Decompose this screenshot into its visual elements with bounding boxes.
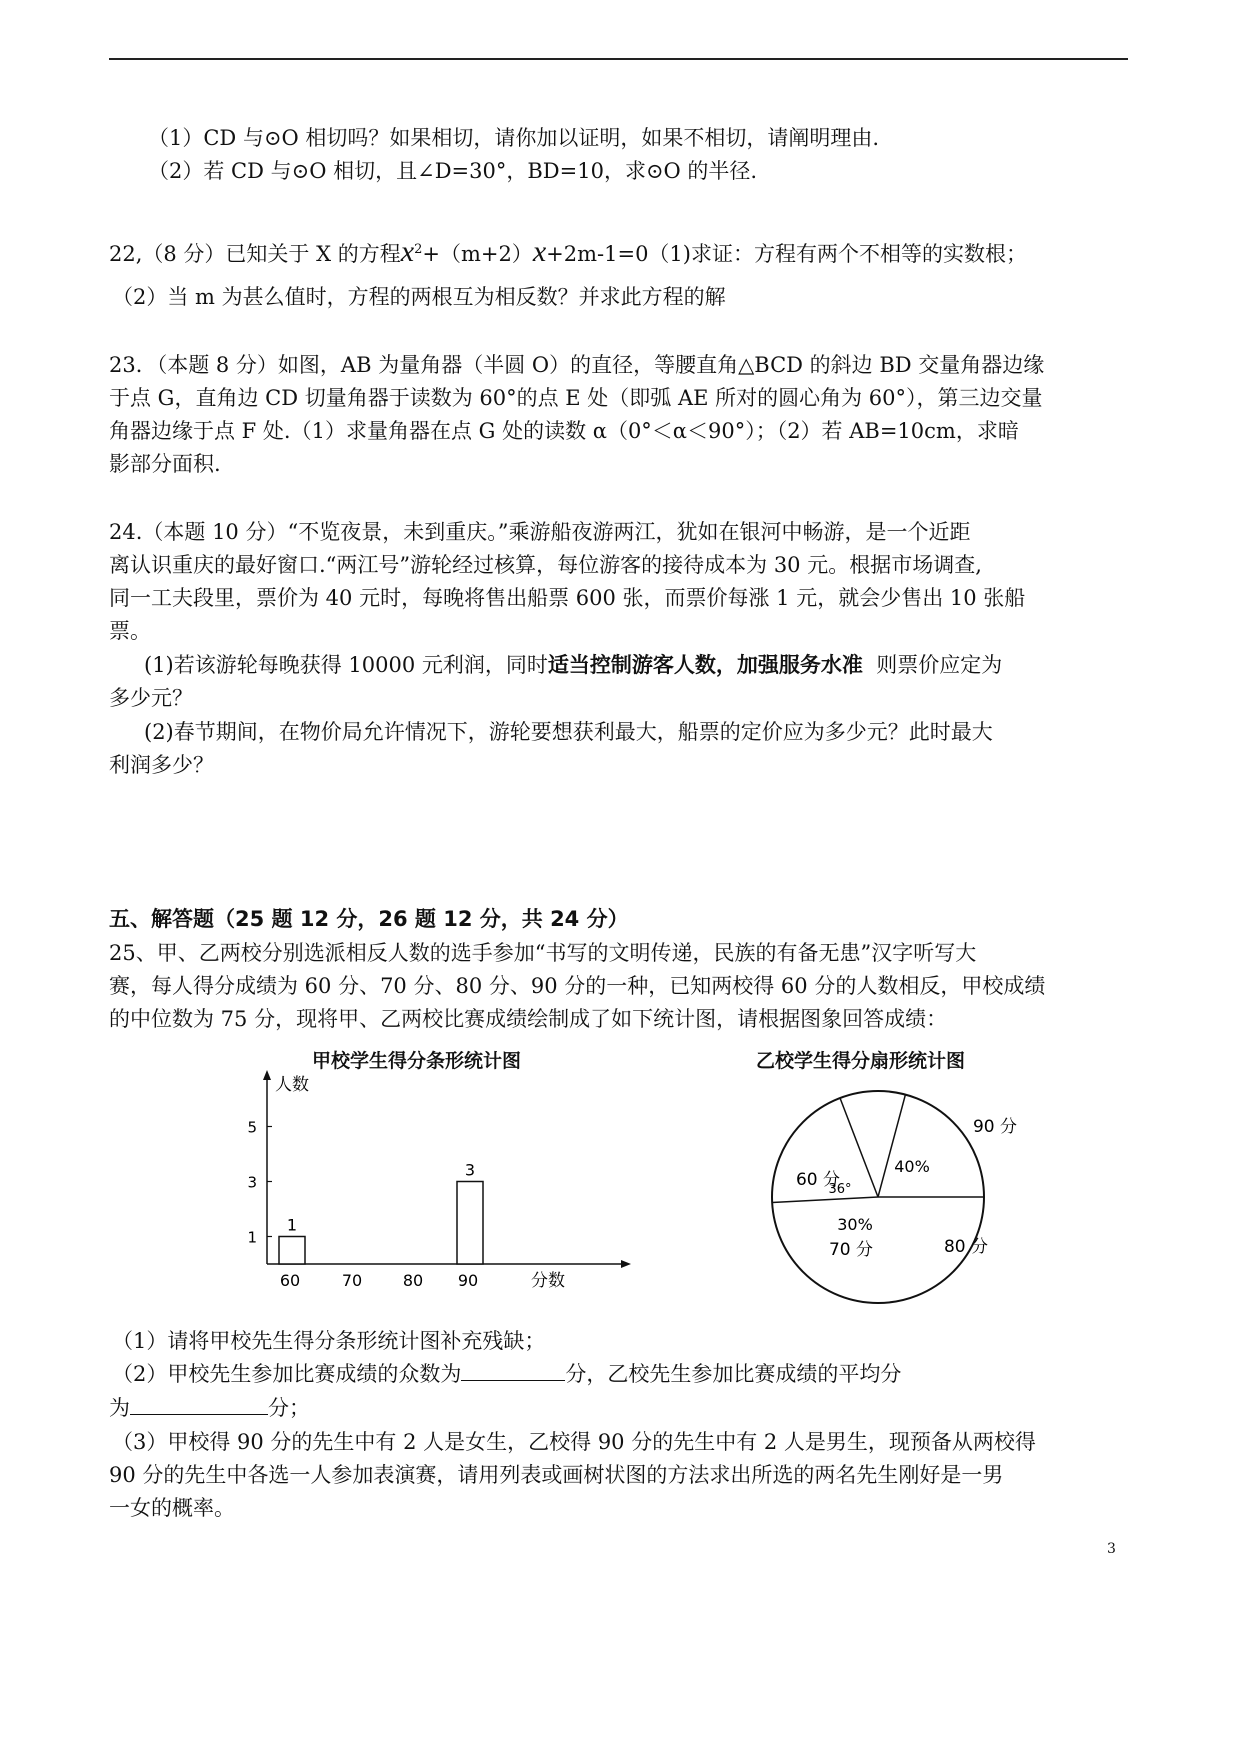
q24-line3: 同一工夫段里，票价为 40 元时，每晚将售出船票 600 张，而票价每涨 1 元，就会少售出 10 张船 [109,586,1026,610]
q22-x2: x [532,235,547,268]
pie-chart-title: 乙校学生得分扇形统计图 [756,1050,966,1072]
q25-sub2a: （2）甲校先生参加比赛成绩的众数为 [112,1362,462,1386]
bar-chart-title: 甲校学生得分条形统计图 [312,1050,522,1072]
slice-label: 60 分 [795,1170,841,1190]
q21-part2: （2）若 CD 与⊙O 相切，且∠D=30°，BD=10，求⊙O 的半径. [148,159,758,183]
x-tick-label: 80 [402,1271,424,1290]
bar-chart [245,1068,645,1308]
q22-exponent: 2 [414,242,423,257]
slice-percent-label: 30% [837,1215,873,1234]
bar-data-label: 1 [286,1215,298,1235]
y-axis-label: 人数 [275,1075,309,1095]
q25-sub1: （1）请将甲校先生得分条形统计图补充残缺； [112,1329,546,1353]
slice-angle-label: 36° [828,1182,852,1197]
q22-line1 [109,236,1027,268]
slice-label: 90 分 [972,1117,1018,1137]
page-number: 3 [1107,1541,1116,1557]
y-axis-arrow [263,1070,271,1080]
q24-line5 [144,651,1002,679]
q23-line3: 角器边缘于点 F 处.（1）求量角器在点 G 处的读数 α（0°＜α＜90°）；（2）若 AB=10cm，求暗 [109,419,1019,443]
q21-part1: （1）CD 与⊙O 相切吗？如果相切，请你加以证明，如果不相切，请阐明理由. [148,126,880,150]
q25-sub3b: 90 分的先生中各选一人参加表演赛，请用列表或画树状图的方法求出所选的两名先生刚好是一男 [109,1463,1004,1487]
x-tick-label: 60 [279,1271,301,1290]
q23-line4: 影部分面积. [109,452,221,476]
q25-sub3c: 一女的概率。 [109,1496,235,1520]
q24-line2: 离认识重庆的最好窗口.“两江号”游轮经过核算，每位游客的接待成本为 30 元。根据市场调查, [109,553,982,577]
q22-text-b: +（m+2） [422,242,533,266]
q22-text-a: 22,（8 分）已知关于 X 的方程 [109,242,401,266]
answer-blank-mode[interactable] [461,1360,565,1381]
q24-l5a: (1)若该游轮每晚获得 10000 元利润，同时 [144,653,548,677]
q25-sub2b: 分，乙校先生参加比赛成绩的平均分 [565,1362,902,1386]
pie-chart [740,1078,1018,1318]
q24-line6: 多少元？ [109,686,193,710]
header-rule [109,58,1128,60]
q25-sub2c: 为 [109,1396,130,1420]
q24-line7: (2)春节期间，在物价局允许情况下，游轮要想获利最大，船票的定价应为多少元？此时最大 [144,720,993,744]
slice-label: 70 分 [828,1240,874,1260]
y-tick-label: 5 [247,1118,257,1137]
q25-line1: 25、甲、乙两校分别选派相反人数的选手参加“书写的文明传递，民族的有备无患”汉字听写大 [109,941,977,965]
bar [457,1182,483,1265]
q25-sub2-cont [109,1394,310,1422]
slice-percent-label: 40% [894,1157,930,1176]
x-axis-arrow [621,1260,631,1268]
q24-l5c: 则票价应定为 [876,653,1003,677]
x-tick-label: 70 [341,1271,363,1290]
bar [279,1237,305,1265]
q22-part2: （2）当 m 为甚么值时，方程的两根互为相反数？并求此方程的解 [112,285,726,309]
q22-text-c: +2m-1=0（1)求证：方程有两个不相等的实数根； [546,242,1027,266]
q25-sub2d: 分； [268,1396,310,1420]
y-tick-label: 1 [247,1228,257,1247]
x-tick-label: 90 [457,1271,479,1290]
q25-line2: 赛，每人得分成绩为 60 分、70 分、80 分、90 分的一种，已知两校得 60 分的人数相反，甲校成绩 [109,974,1046,998]
q23-line2: 于点 G，直角边 CD 切量角器于读数为 60°的点 E 处（即弧 AE 所对的圆心角为 60°），第三边交量 [109,386,1043,410]
answer-blank-mean[interactable] [130,1394,268,1415]
section5-heading: 五、解答题（25 题 12 分，26 题 12 分，共 24 分） [109,907,629,931]
q24-line8: 利润多少？ [109,753,214,777]
q23-line1: 23．（本题 8 分）如图，AB 为量角器（半圆 O）的直径，等腰直角△BCD 的斜边 BD 交量角器边缘 [109,353,1045,377]
y-tick-label: 3 [247,1173,257,1192]
bar-data-label: 3 [464,1160,476,1180]
q24-l5b: 适当控制游客人数，加强服务水准 [547,653,863,677]
q25-sub2 [112,1360,901,1388]
x-axis-label: 分数 [531,1271,565,1291]
q24-line4: 票。 [109,619,151,643]
q22-x: x [400,235,415,268]
q25-line3: 的中位数为 75 分，现将甲、乙两校比赛成绩绘制成了如下统计图，请根据图象回答成绩： [109,1007,948,1031]
slice-label: 80 分 [943,1237,989,1257]
q25-sub3a: （3）甲校得 90 分的先生中有 2 人是女生，乙校得 90 分的先生中有 2 人是男生，现预备从两校得 [112,1430,1036,1454]
q24-line1: 24.（本题 10 分）“不览夜景，未到重庆。”乘游船夜游两江，犹如在银河中畅游，是一个近距 [109,520,971,544]
